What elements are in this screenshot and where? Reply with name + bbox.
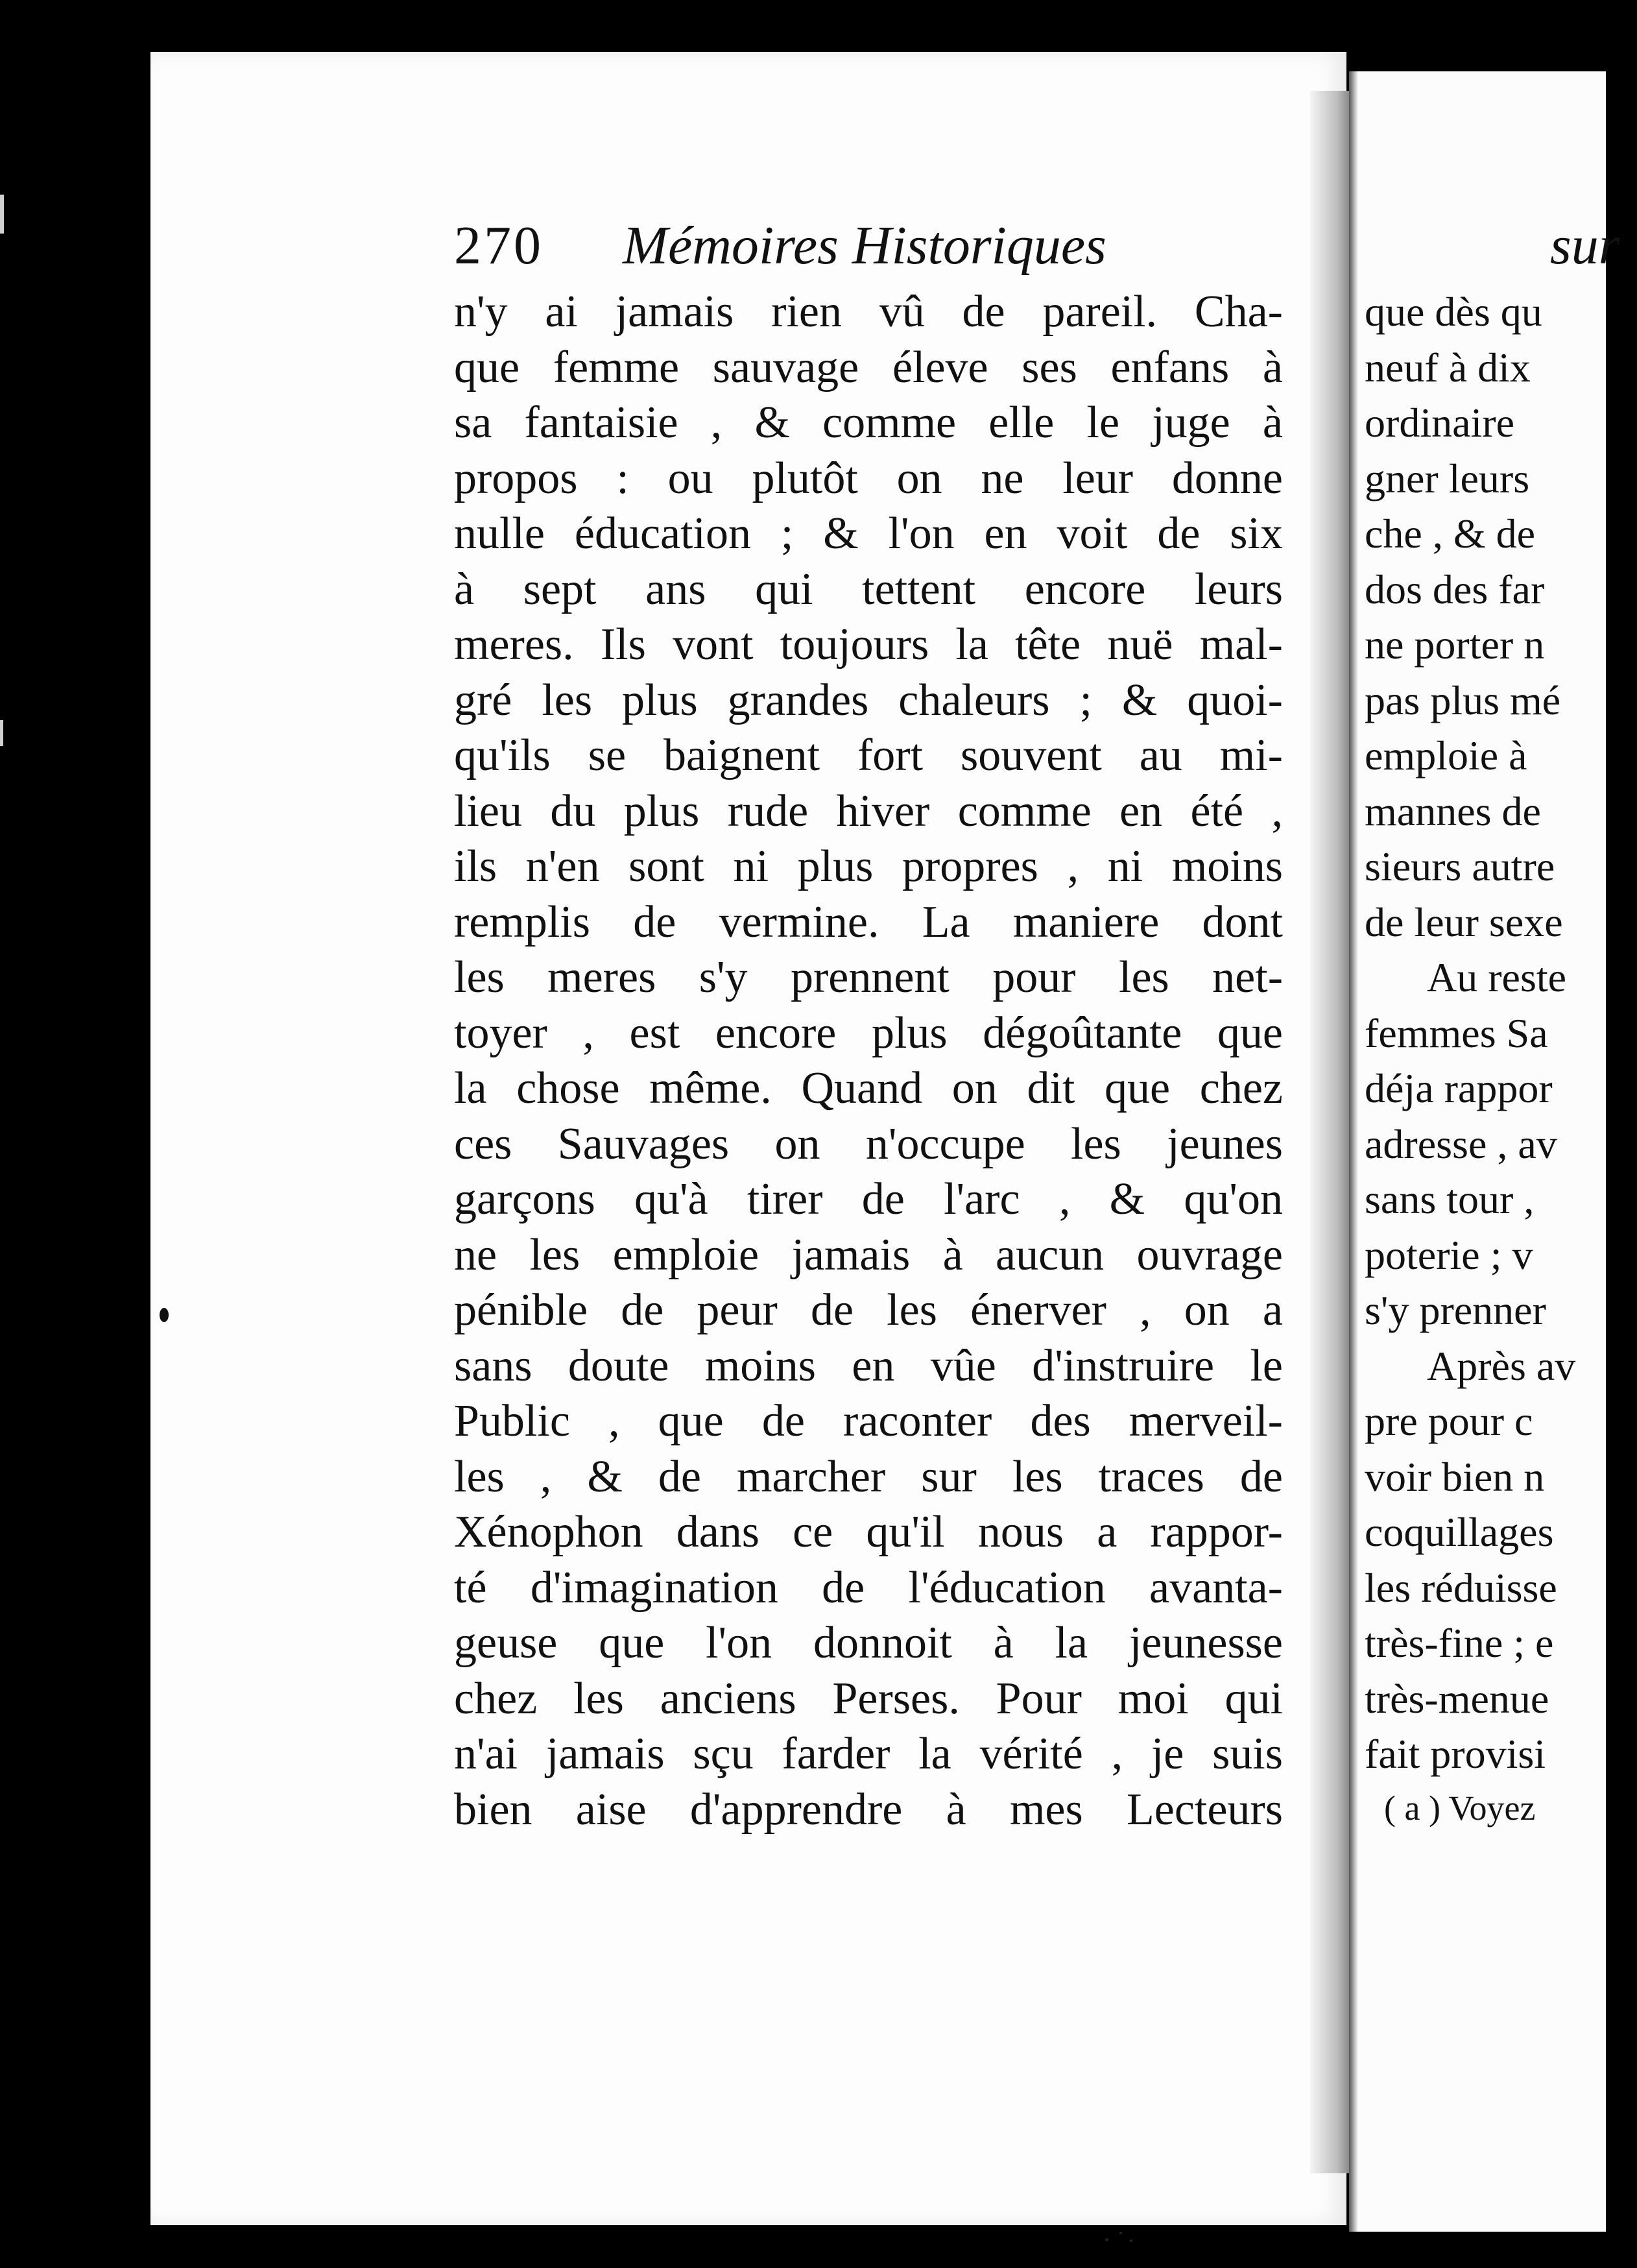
margin-ink-dot <box>160 1308 169 1322</box>
text-line: Au reste <box>1427 954 1567 1000</box>
left-page-header <box>454 214 1297 285</box>
text-line: coquillages <box>1365 1509 1554 1555</box>
right-page-body-text <box>1365 284 1637 1834</box>
text-line: bien aise d'apprendre à mes Lecteurs <box>454 1784 1283 1835</box>
text-line: ces Sauvages on n'occupe les jeunes <box>454 1118 1283 1169</box>
text-line: ne porter n <box>1365 621 1545 668</box>
text-line: sieurs autre <box>1365 843 1555 889</box>
scan-edge-mark <box>0 720 3 746</box>
right-page-running-title: sur <box>1550 215 1620 276</box>
text-line: n'y ai jamais rien vû de pareil. Cha- <box>454 287 1283 337</box>
text-line: té d'imagination de l'éducation avanta- <box>454 1562 1283 1613</box>
text-line: Xénophon dans ce qu'il nous a rappor- <box>454 1507 1283 1557</box>
text-line: toyer , est encore plus dégoûtante que <box>454 1007 1283 1058</box>
text-line: propos : ou plutôt on ne leur donne <box>454 453 1283 503</box>
text-line: s'y prenner <box>1365 1287 1546 1333</box>
text-line: les meres s'y prennent pour les net- <box>454 952 1283 1002</box>
text-line: neuf à dix <box>1365 344 1531 391</box>
scan-speck <box>1105 2238 1108 2241</box>
text-line: Après av <box>1427 1342 1576 1389</box>
text-line: ne les emploie jamais à aucun ouvrage <box>454 1229 1283 1280</box>
text-line: lieu du plus rude hiver comme en été , <box>454 786 1283 836</box>
right-page-edge-shadow <box>1349 71 1358 2232</box>
text-line: pas plus mé <box>1365 677 1561 723</box>
scan-edge-mark <box>0 195 4 234</box>
text-line: meres. Ils vont toujours la tête nuë mal- <box>454 620 1283 670</box>
text-line: sans tour , <box>1365 1176 1535 1222</box>
text-line: gner leurs <box>1365 455 1530 501</box>
text-line: chez les anciens Perses. Pour moi qui <box>454 1673 1283 1724</box>
text-line: emploie à <box>1365 732 1527 778</box>
text-line: les , & de marcher sur les traces de <box>454 1451 1283 1502</box>
text-line: n'ai jamais sçu farder la vérité , je suis <box>454 1729 1283 1779</box>
text-line: sans doute moins en vûe d'instruire le <box>454 1340 1283 1391</box>
text-line: la chose même. Quand on dit que chez <box>454 1063 1283 1113</box>
text-line: che , & de <box>1365 511 1535 557</box>
text-line: remplis de vermine. La maniere dont <box>454 897 1283 947</box>
text-line: dos des far <box>1365 566 1545 612</box>
footnote: ( a ) Voyez <box>1384 1788 1536 1828</box>
text-line: pre pour c <box>1365 1398 1533 1444</box>
text-line: très-fine ; e <box>1365 1620 1554 1666</box>
text-line: ils n'en sont ni plus propres , ni moins <box>454 841 1283 891</box>
text-line: que femme sauvage éleve ses enfans à <box>454 342 1283 392</box>
left-page-body-text <box>454 284 1283 1837</box>
text-line: déja rappor <box>1365 1065 1553 1111</box>
text-line: ordinaire <box>1365 400 1514 446</box>
text-line: nulle éducation ; & l'on en voit de six <box>454 509 1283 559</box>
text-line: geuse que l'on donnoit à la jeunesse <box>454 1618 1283 1668</box>
text-line: garçons qu'à tirer de l'arc , & qu'on <box>454 1174 1283 1224</box>
text-line: très-menue <box>1365 1675 1549 1722</box>
text-line: adresse , av <box>1365 1120 1557 1167</box>
text-line: qu'ils se baignent fort souvent au mi- <box>454 730 1283 780</box>
scan-speck <box>1119 2232 1122 2234</box>
text-line: voir bien n <box>1365 1453 1545 1500</box>
scan-speck <box>1130 2239 1132 2242</box>
text-line: de leur sexe <box>1365 899 1563 945</box>
book-gutter <box>1310 91 1349 2173</box>
text-line: gré les plus grandes chaleurs ; & quoi- <box>454 675 1283 725</box>
running-title: Mémoires Historiques <box>623 215 1106 276</box>
text-line: femmes Sa <box>1365 1009 1548 1056</box>
text-line: sa fantaisie , & comme elle le juge à <box>454 398 1283 448</box>
text-line: que dès qu <box>1365 289 1542 335</box>
text-line: à sept ans qui tettent encore leurs <box>454 564 1283 614</box>
text-line: Public , que de raconter des merveil- <box>454 1396 1283 1446</box>
text-line: fait provisi <box>1365 1731 1546 1777</box>
page-number: 270 <box>454 215 544 276</box>
text-line: mannes de <box>1365 788 1541 834</box>
text-line: poterie ; v <box>1365 1231 1533 1278</box>
text-line: les réduisse <box>1365 1564 1557 1611</box>
text-line: pénible de peur de les énerver , on a <box>454 1285 1283 1335</box>
